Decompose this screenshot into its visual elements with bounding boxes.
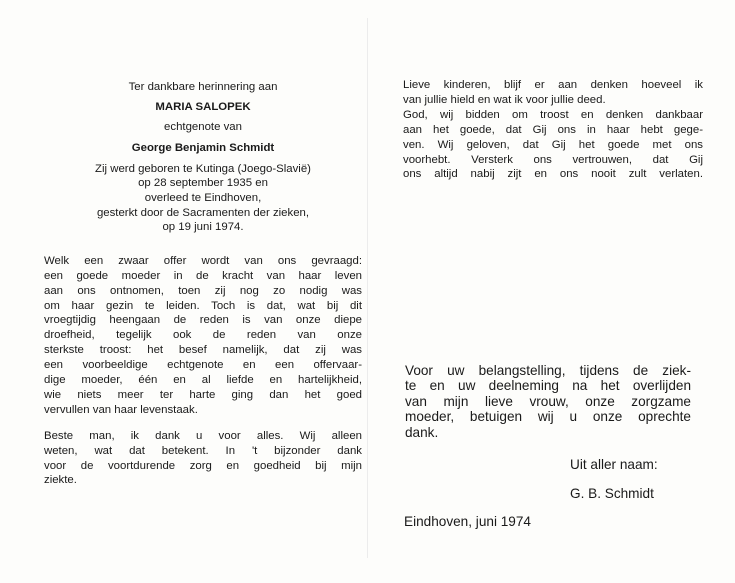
text-line: aan het goede, dat Gij ons in haar hebt gege- xyxy=(403,123,703,136)
text-line: weten, wat dat betekent. In 't bijzonder dank xyxy=(44,444,362,457)
text-line: Welk een zwaar offer wordt van ons gevraagd: xyxy=(44,254,362,267)
text-line: Lieve kinderen, blijf er aan denken hoeveel ik xyxy=(403,79,703,91)
text-line: droefheid, tegelijk ook de reden van onze xyxy=(44,329,362,342)
text-line: te en uw deelneming na het overlijden xyxy=(405,378,691,394)
signature-name: G. B. Schmidt xyxy=(570,486,654,501)
card-fold-line xyxy=(367,18,368,558)
text-line: van jullie hield en wat ik voor jullie deed. xyxy=(403,93,606,106)
text-line: een goede moeder in de kracht van haar leven xyxy=(44,269,362,282)
biography xyxy=(44,162,362,235)
spouse-name: George Benjamin Schmidt xyxy=(131,141,275,154)
signature-intro: Uit aller naam: xyxy=(570,457,658,472)
text-line: Beste man, ik dank u voor alles. Wij alleen xyxy=(44,429,362,442)
text-line: van mijn lieve vrouw, onze zorgzame xyxy=(405,393,691,409)
bio-line: gesterkt door de Sacramenten der zieken, xyxy=(96,206,310,219)
text-line: vroegtijdig heengaan de reden is van onze diepe xyxy=(44,314,362,327)
text-line: ven. Wij geloven, dat Gij het goede met ons xyxy=(403,138,703,151)
text-line: vervullen van haar levenstaak. xyxy=(44,403,198,416)
text-line: om haar gezin te leiden. Toch is dat, wat bij dit xyxy=(44,299,362,312)
place-date: Eindhoven, juni 1974 xyxy=(404,514,531,529)
bio-line: Zij werd geboren te Kutinga (Joego-Slavië) xyxy=(95,162,311,175)
bio-line: op 28 september 1935 en xyxy=(138,177,268,190)
text-line: voor de voortdurende zorg en goedheid bij mijn xyxy=(44,459,362,472)
deceased-name: MARIA SALOPEK xyxy=(155,101,251,114)
right-page xyxy=(403,78,703,182)
text-line: dige moeder, één en al liefde en hartelijkheid, xyxy=(44,374,362,387)
text-line: dank. xyxy=(405,424,439,440)
text-line: ziekte. xyxy=(44,474,77,487)
children-paragraph xyxy=(403,78,703,182)
memorial-header xyxy=(44,78,362,235)
thanks-message xyxy=(405,363,691,440)
spouse-line: echtgenote van xyxy=(164,121,242,134)
text-line: God, wij bidden om troost en denken dankbaar xyxy=(403,108,703,121)
text-line: sterkste troost: het besef namelijk, dat zij was xyxy=(44,344,362,357)
left-page xyxy=(44,78,362,488)
text-line: wie niets meer ter harte ging dan het goed xyxy=(44,388,362,401)
text-line: aan ons ontnomen, toen zij nog zo nodig was xyxy=(44,284,362,297)
text-line: moeder, betuigen wij u onze oprechte xyxy=(405,409,691,425)
text-line: een voorbeeldige echtgenote en een offervaar- xyxy=(44,359,362,372)
text-line: ons altijd nabij zijt en ons nooit zult verlaten. xyxy=(403,168,703,181)
intro-text: Ter dankbare herinnering aan xyxy=(128,81,278,93)
bio-line: overleed te Eindhoven, xyxy=(144,192,262,204)
text-line: voorhebt. Versterk ons vertrouwen, dat Gij xyxy=(403,153,703,166)
husband-paragraph xyxy=(44,429,362,489)
sacrifice-paragraph xyxy=(44,254,362,418)
bio-line: op 19 juni 1974. xyxy=(162,221,244,234)
text-line: Voor uw belangstelling, tijdens de ziek- xyxy=(405,363,691,378)
